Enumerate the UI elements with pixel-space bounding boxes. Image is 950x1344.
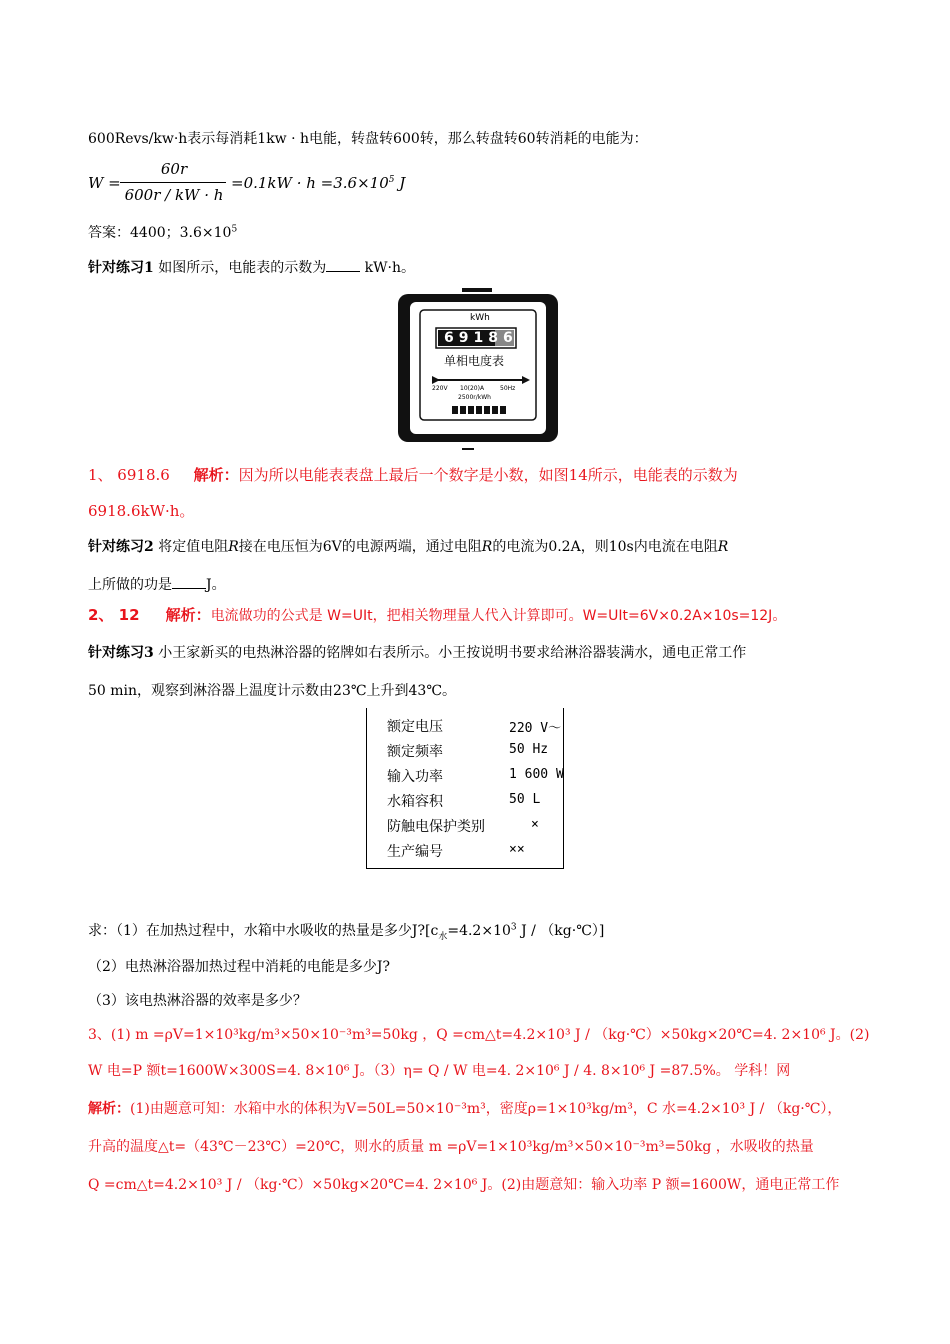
nameplate-row [387,741,549,761]
meter-spec-current: 10(20)A [460,385,485,392]
analysis-label: 解析： [88,1101,130,1117]
analysis-text: (1)由题意可知：水箱中水的体积为V=50L=50×10⁻³m³，密度ρ=1×10³kg/m³，C 水=4.2×10³ J / （kg·℃）， [130,1101,842,1117]
question-1-label: 针对练习1 [88,260,154,276]
answer-exp: 5 [231,224,238,235]
nameplate-row [387,841,525,861]
nameplate-label: 额定电压 [387,719,443,735]
meter-spec-frequency: 50Hz [500,385,516,392]
ask-text: J / （kg·℃）] [516,923,605,939]
analysis-3-line2: 升高的温度△t=（43℃－23℃）=20℃，则水的质量 m =ρV=1×10³kg/m³×50×10⁻³m³=50kg ，水吸收的热量 [88,1139,814,1155]
ask-text: =4.2×10 [447,923,511,939]
nameplate-row [387,716,562,736]
meter-spec-voltage: 220V [432,385,448,392]
question-2-text: 将定值电阻 [158,539,229,555]
answer-blank [172,576,206,589]
answer-3-line2: W 电=P 额t=1600W×300S=4. 8×10⁶ J。（3）η= Q / W 电=4. 2×10⁶ J / 4. 8×10⁶ J =87.5%。 学科！网 [88,1063,791,1079]
formula-rhs-exp: 5 [388,175,395,185]
answer-text: 答案：4400；3.6×10 [88,225,232,241]
analysis-3-line1 [88,1098,841,1118]
question-1-text: 如图所示，电能表的示数为 [158,260,327,276]
meter-digits [444,330,518,346]
resistor-symbol: R [717,539,729,555]
meter-digit: 9 [458,330,474,346]
question-2-text: 的电流为 [492,539,549,555]
formula-lhs: W = [88,174,121,192]
nameplate-value: 50 Hz [509,742,549,757]
question-2-text: 上所做的功是 [88,577,172,593]
formula-denominator: 600r / kW · h [124,186,224,204]
meter-spec-rev: 2500r/kWh [458,394,491,401]
answer-2-text: 电流做功的公式是 W=UIt，把相关物理量人代入计算即可。W=UIt=6V×0.2A×10s=12J。 [210,608,787,624]
answer-1-text: 因为所以电能表表盘上最后一个数字是小数，如图14所示，电能表的示数为 [238,466,738,484]
nameplate-value: 220 V～ [509,721,562,736]
meter-unit: kWh [470,313,490,323]
answer-1-label: 解析： [193,466,239,484]
intro-line: 600Revs/kw·h表示每消耗1kw · h电能，转盘转600转，那么转盘转60转消耗的电能为： [88,131,648,147]
time-value: 10s [608,539,634,555]
nameplate-row [387,816,539,836]
formula-rhs [231,174,405,192]
resistor-symbol: R [228,539,239,555]
answer-2-label: 解析： [165,606,211,624]
answer-2-number: 2、 12 [88,606,140,624]
meter-decimal-digit: 6 [503,330,518,346]
answer-1 [88,464,738,485]
nameplate-value: 1 600 W [509,767,564,782]
question-3-label: 针对练习3 [88,645,154,661]
answer-2 [88,604,786,625]
question-3-line2: 50 min，观察到淋浴器上温度计示数由23℃上升到43℃。 [88,683,456,699]
question-2-label: 针对练习2 [88,539,154,555]
answer-3-line1: 3、(1) m =ρV=1×10³kg/m³×50×10⁻³m³=50kg ，Q =cm△t=4.2×10³ J / （kg·℃）×50kg×20℃=4. 2×10⁶ J。(2) [88,1027,870,1043]
ask-subscript: 水 [438,931,448,942]
ask-part-2: （2）电热淋浴器加热过程中消耗的电能是多少J? [88,959,391,975]
answer-line [88,222,237,242]
nameplate-row [387,766,564,786]
resistor-symbol: R [481,539,493,555]
nameplate-value: ×× [509,842,525,857]
meter-digit: 1 [473,330,489,346]
nameplate-value: 50 L [509,792,541,807]
electric-meter-image [396,288,560,454]
formula-rhs-main: =0.1kW · h =3.6×10 [231,174,389,192]
answer-1-line2: 6918.6kW·h。 [88,502,195,520]
answer-blank [326,259,360,272]
nameplate-label: 防触电保护类别 [387,819,485,835]
ask-part-3: （3）该电热淋浴器的效率是多少？ [88,993,307,1009]
question-3-text: 小王家新买的电热淋浴器的铭牌如右表所示。小王按说明书要求给淋浴器装满水，通电正常工作 [158,645,747,661]
question-2-text: 接在电压恒为6V的电源两端，通过电阻 [238,539,482,555]
formula-rhs-unit: J [399,174,406,192]
nameplate-value: × [531,817,539,832]
formula-fraction-bar [120,182,226,183]
current-value: 0.2A [548,539,581,555]
nameplate-label: 水箱容积 [387,794,443,810]
ask-part-1 [88,920,604,940]
nameplate-label: 生产编号 [387,844,443,860]
nameplate-table [366,708,564,869]
nameplate-label: 输入功率 [387,769,443,785]
question-2-text: ，则 [580,539,609,555]
question-3 [88,642,746,662]
question-2-text: 内电流在电阻 [633,539,718,555]
analysis-3-line3: Q =cm△t=4.2×10³ J / （kg·℃）×50kg×20℃=4. 2×10⁶ J。(2)由题意知：输入功率 P 额=1600W，通电正常工作 [88,1177,840,1193]
nameplate-label: 额定频率 [387,744,443,760]
question-2-text: J。 [206,577,226,593]
formula-numerator: 60r [160,160,188,178]
meter-title: 单相电度表 [444,354,505,368]
ask-text: 求：（1）在加热过程中，水箱中水吸收的热量是多少J?[c [88,923,439,939]
meter-digit: 8 [488,330,503,346]
question-2 [88,536,728,556]
meter-digit: 6 [444,330,459,346]
question-1 [88,257,415,277]
ask-exp: 3 [510,922,517,933]
answer-1-number: 1、 6918.6 [88,466,170,484]
question-2-line2 [88,574,226,594]
nameplate-row [387,791,541,811]
question-1-unit: kW·h。 [364,260,415,276]
